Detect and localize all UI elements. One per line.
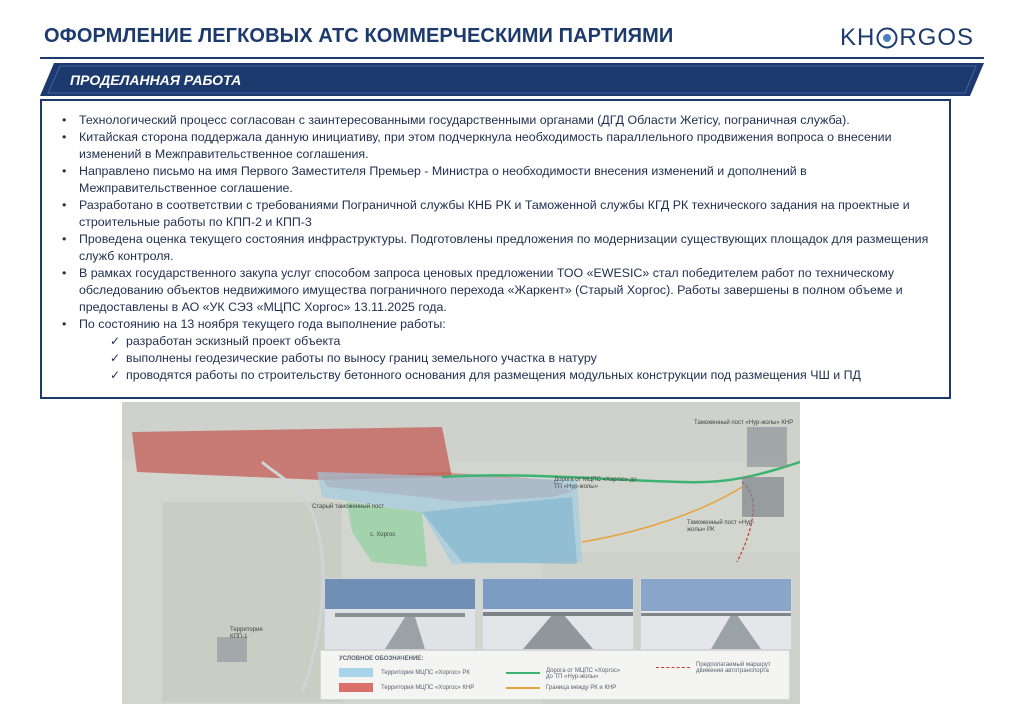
bullet-item: • Технологический процесс согласован с заинтересованными государственными органами (ДГД Области Жетісу, пограничная служба). (62, 112, 942, 129)
site-photo (482, 578, 634, 650)
page-title: ОФОРМЛЕНИЕ ЛЕГКОВЫХ АТС КОММЕРЧЕСКИМИ ПАРТИЯМИ (44, 25, 674, 47)
header-divider (40, 57, 984, 59)
checklist-text: выполнены геодезические работы по выносу границ земельного участка в натуру (126, 351, 597, 365)
legend-title: УСЛОВНОЕ ОБОЗНАЧЕНИЕ: (339, 656, 424, 662)
legend-label: Граница между РК и КНР (546, 685, 617, 691)
work-done-box (40, 99, 951, 399)
map-legend (320, 650, 790, 700)
map-label: Территория КПП-1 (230, 627, 263, 640)
legend-line-route (656, 667, 690, 668)
legend-line-road (506, 672, 540, 674)
bullet-item: • В рамках государственного закупа услуг способом запроса ценовых предложении ТОО «EWESIC» стал победителем работ по техническому обследованию объектов недвижимого имущества пограничного перехода «Жаркент» (Старый Хоргос). Работы завершены в полном объеме и предоставлены в АО «УК СЭЗ «МЦПС Хоргос» 13.11.2025 года. (62, 265, 942, 316)
legend-label: Предполагаемый маршрут движения автотранспорта (696, 662, 771, 674)
bullet-item: • Китайская сторона поддержала данную инициативу, при этом подчеркнула необходимость параллельного продвижения вопроса о внесении изменений в Межправительственное соглашения. (62, 129, 942, 163)
legend-label: Территория МЦПС «Хоргос» РК (381, 670, 470, 676)
checkmark-icon: ✓ (110, 368, 121, 382)
section-banner (40, 63, 984, 96)
bullet-item: • По состоянию на 13 ноября текущего года выполнение работы: (62, 316, 942, 333)
khorgos-logo (840, 24, 974, 52)
legend-swatch-rk (339, 668, 373, 677)
checklist-item (62, 333, 942, 350)
logo-text-left: KH (840, 24, 876, 51)
bullet-item: • Направлено письмо на имя Первого Заместителя Премьер - Министра о необходимости внесения изменений и дополнений в Межправительственное соглашение. (62, 163, 942, 197)
site-photo (324, 578, 476, 650)
logo-text-right: RGOS (899, 24, 975, 51)
legend-label: Дорога от МЦПС «Хоргос» до ТП «Нур-жолы» (546, 668, 621, 680)
site-photo (640, 578, 792, 650)
legend-label: Территория МЦПС «Хоргос» КНР (381, 685, 475, 691)
logo-emblem-icon (876, 27, 898, 49)
bullet-item: • Проведена оценка текущего состояния инфраструктуры. Подготовлены предложения по модернизации существующих площадок для размещения служб контроля. (62, 231, 942, 265)
map-label: Таможенный пост «Нур-жолы» КНР (694, 420, 794, 426)
map-label: Таможенный пост «Нур-жолы» РК (687, 520, 755, 533)
checklist-text: проводятся работы по строительству бетонного основания для размещения модульных конструкции под размещения ЧШ и ПД (126, 368, 861, 382)
map-label: Дорога от МЦПС «Хоргос» до ТП «Нур-жолы» (554, 477, 637, 490)
map-label: Старый таможенный пост (312, 504, 385, 510)
checklist-text: разработан эскизный проект объекта (126, 334, 341, 348)
legend-swatch-knr (339, 683, 373, 692)
checklist-item (62, 350, 942, 367)
legend-line-border (506, 687, 540, 689)
section-title: ПРОДЕЛАННАЯ РАБОТА (70, 72, 242, 88)
bullet-item: • Разработано в соответствии с требованиями Пограничной службы КНБ РК и Таможенной службы КГД РК технического задания на проектные и строительные работы по КПП-2 и КПП-3 (62, 197, 942, 231)
checkmark-icon: ✓ (110, 351, 121, 365)
map-label: с. Хоргос (370, 532, 396, 538)
checklist-item (62, 367, 942, 384)
checkmark-icon: ✓ (110, 334, 121, 348)
bullet-list (62, 112, 942, 384)
